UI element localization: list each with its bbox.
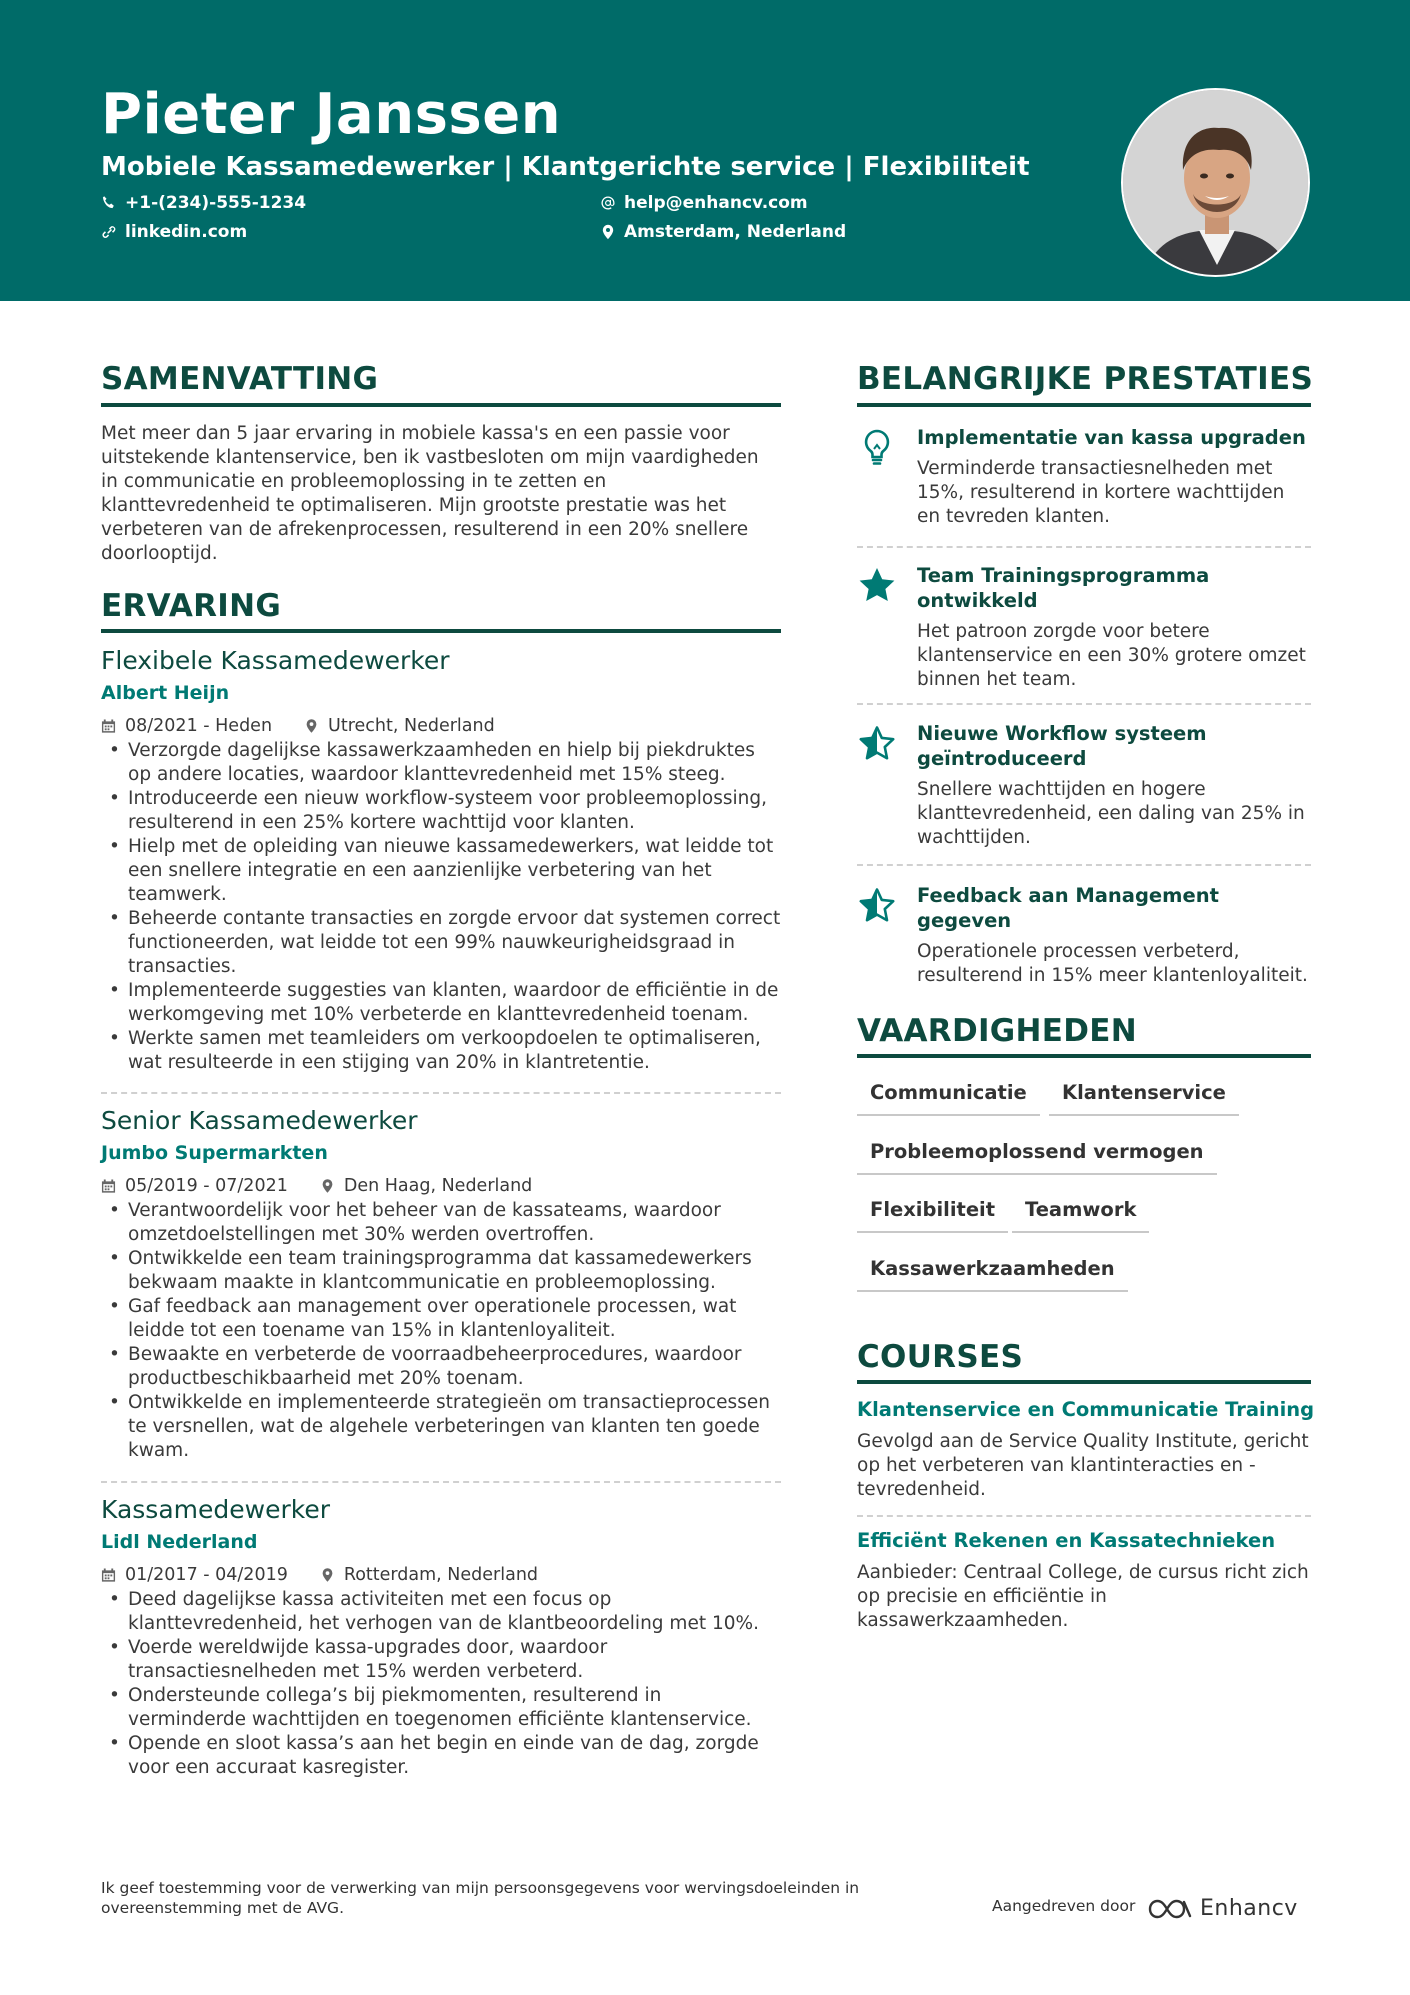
job-bullets <box>101 739 781 1075</box>
job-entry <box>101 646 781 1075</box>
job-divider <box>101 1092 781 1094</box>
calendar-icon <box>101 718 116 734</box>
achievement-divider <box>857 703 1311 705</box>
achievement-title: Team Trainingsprogramma ontwikkeld <box>917 564 1210 612</box>
job-company: Albert Heijn <box>101 682 230 704</box>
location-text: Amsterdam, Nederland <box>624 222 847 242</box>
experience-heading: ERVARING <box>101 588 282 624</box>
skill-tag: Flexibiliteit <box>857 1197 1008 1233</box>
job-title: Senior Kassamedewerker <box>101 1106 418 1135</box>
job-dates: 01/2017 - 04/2019 <box>101 1565 288 1585</box>
job-dates: 05/2019 - 07/2021 <box>101 1176 288 1196</box>
job-location: Rotterdam, Nederland <box>320 1565 538 1585</box>
achievements-rule <box>857 403 1311 407</box>
job-meta <box>101 712 781 739</box>
job-bullets <box>101 1199 781 1463</box>
achievement-desc: Verminderde transactiesnelheden met 15%, resulterend in kortere wachttijden en tevreden klanten. <box>917 458 1285 527</box>
skill-tag: Kassawerkzaamheden <box>857 1256 1128 1292</box>
contact-phone <box>101 193 306 213</box>
brand-logo[interactable] <box>1146 1896 1298 1921</box>
skill-tag: Klantenservice <box>1049 1080 1239 1116</box>
job-bullet: • Gaf feedback aan management over operationele processen, wat leidde tot een toename van 15% in klantenloyaliteit. <box>101 1295 781 1343</box>
skills-heading: VAARDIGHEDEN <box>857 1013 1138 1049</box>
course-title: Efficiënt Rekenen en Kassatechnieken <box>857 1529 1276 1552</box>
job-bullet: • Beheerde contante transacties en zorgde ervoor dat systemen correct functioneerden, wat leidde tot een 99% nauwkeurigheidsgraad in transacties. <box>101 907 781 979</box>
contact-email[interactable] <box>600 193 808 213</box>
job-meta <box>101 1172 781 1199</box>
achievements-heading: BELANGRIJKE PRESTATIES <box>857 361 1314 397</box>
achievement-item <box>857 563 1311 692</box>
profile-photo <box>1121 88 1310 277</box>
powered-by-label: Aangedreven door <box>992 1897 1136 1915</box>
star-outline-icon <box>857 885 897 925</box>
job-company: Lidl Nederland <box>101 1531 258 1553</box>
skill-tag: Probleemoplossend vermogen <box>857 1139 1217 1175</box>
job-bullets <box>101 1588 781 1780</box>
contact-linkedin[interactable] <box>101 222 247 242</box>
skills-rule <box>857 1054 1311 1058</box>
lightbulb-icon <box>857 427 897 467</box>
job-bullet: • Ontwikkelde en implementeerde strategieën om transactieprocessen te versnellen, wat de algehele verbeteringen van klanten ten goede kwam. <box>101 1391 781 1463</box>
brand-name: Enhancv <box>1200 1896 1298 1921</box>
map-pin-icon <box>320 1567 335 1583</box>
job-entry <box>101 1106 781 1463</box>
achievement-desc: Het patroon zorgde voor betere klantenservice en een 30% grotere omzet binnen het team. <box>917 621 1306 690</box>
job-bullet: • Opende en sloot kassa’s aan het begin en einde van de dag, zorgde voor een accuraat kasregister. <box>101 1732 781 1780</box>
enhancv-logo-icon <box>1146 1897 1194 1921</box>
course-desc: Gevolgd aan de Service Quality Institute, gericht op het verbeteren van klantinteracties en -tevredenheid. <box>857 1431 1309 1500</box>
at-icon <box>600 195 616 211</box>
contact-location <box>600 222 846 242</box>
job-location: Utrecht, Nederland <box>304 716 495 736</box>
job-bullet: • Bewaakte en verbeterde de voorraadbeheerprocedures, waardoor productbeschikbaarheid met 20% toenam. <box>101 1343 781 1391</box>
job-entry <box>101 1495 781 1780</box>
course-item <box>857 1529 1311 1633</box>
header-banner <box>0 0 1410 301</box>
job-location: Den Haag, Nederland <box>320 1176 532 1196</box>
star-icon <box>857 565 897 605</box>
summary-heading: SAMENVATTING <box>101 361 379 397</box>
consent-text: Ik geef toestemming voor de verwerking van mijn persoonsgegevens voor wervingsdoeleinden in overeenstemming met de AVG. <box>101 1879 860 1917</box>
summary-rule <box>101 403 781 407</box>
calendar-icon <box>101 1567 116 1583</box>
job-dates: 08/2021 - Heden <box>101 716 272 736</box>
calendar-icon <box>101 1178 116 1194</box>
achievement-desc: Snellere wachttijden en hogere klanttevredenheid, een daling van 25% in wachttijden. <box>917 779 1305 848</box>
map-pin-icon <box>320 1178 335 1194</box>
candidate-tagline: Mobiele Kassamedewerker | Klantgerichte service | Flexibiliteit <box>101 152 1030 182</box>
job-bullet: • Hielp met de opleiding van nieuwe kassamedewerkers, wat leidde tot een snellere integratie en een aanzienlijke verbetering van het teamwerk. <box>101 835 781 907</box>
job-bullet: • Voerde wereldwijde kassa-upgrades door, waardoor transactiesnelheden met 15% werden verbeterd. <box>101 1636 781 1684</box>
map-pin-icon <box>600 224 616 240</box>
achievement-item <box>857 425 1311 529</box>
linkedin-text: linkedin.com <box>125 222 248 242</box>
course-desc: Aanbieder: Centraal College, de cursus richt zich op precisie en efficiëntie in kassawerkzaamheden. <box>857 1562 1309 1631</box>
job-divider <box>101 1481 781 1483</box>
skill-tag: Communicatie <box>857 1080 1040 1116</box>
skill-tag: Teamwork <box>1012 1197 1149 1233</box>
summary-text: Met meer dan 5 jaar ervaring in mobiele kassa's en een passie voor uitstekende klantenservice, ben ik vastbesloten om mijn vaardigheden in communicatie en probleemoplossing in te zetten en klanttevredenheid te optimaliseren. Mijn grootste prestatie was het verbeteren van de afrekenprocessen, resulterend in een 20% snellere doorlooptijd. <box>101 423 759 564</box>
job-bullet: • Implementeerde suggesties van klanten, waardoor de efficiëntie in de werkomgeving met 10% verbeterde en klanttevredenheid toenam. <box>101 979 781 1027</box>
link-icon <box>101 224 117 240</box>
courses-rule <box>857 1380 1311 1384</box>
job-bullet: • Verzorgde dagelijkse kassawerkzaamheden en hielp bij piekdruktes op andere locaties, waardoor klanttevredenheid met 15% steeg. <box>101 739 781 787</box>
achievement-item <box>857 883 1311 988</box>
phone-icon <box>101 195 117 211</box>
job-bullet: • Introduceerde een nieuw workflow-systeem voor probleemoplossing, resulterend in een 25% kortere wachttijd voor klanten. <box>101 787 781 835</box>
experience-rule <box>101 629 781 633</box>
job-bullet: • Deed dagelijkse kassa activiteiten met een focus op klanttevredenheid, het verhogen van de klantbeoordeling met 10%. <box>101 1588 781 1636</box>
course-item <box>857 1398 1315 1502</box>
job-meta <box>101 1561 781 1588</box>
candidate-name: Pieter Janssen <box>101 82 562 147</box>
courses-heading: COURSES <box>857 1339 1024 1375</box>
achievement-title: Implementatie van kassa upgraden <box>917 426 1306 449</box>
job-bullet: • Verantwoordelijk voor het beheer van de kassateams, waardoor omzetdoelstellingen met 30% werden overtroffen. <box>101 1199 781 1247</box>
course-divider <box>857 1515 1311 1517</box>
job-title: Kassamedewerker <box>101 1495 330 1524</box>
job-company: Jumbo Supermarkten <box>101 1142 328 1164</box>
achievement-desc: Operationele processen verbeterd, resulterend in 15% meer klantenloyaliteit. <box>917 941 1308 986</box>
phone-text: +1-(234)-555-1234 <box>125 193 307 213</box>
email-text: help@enhancv.com <box>624 193 808 213</box>
job-bullet: • Ontwikkelde een team trainingsprogramma dat kassamedewerkers bekwaam maakte in klantcommunicatie en probleemoplossing. <box>101 1247 781 1295</box>
achievement-title: Feedback aan Management gegeven <box>917 884 1219 932</box>
achievement-title: Nieuwe Workflow systeem geïntroduceerd <box>917 722 1207 770</box>
job-bullet: • Ondersteunde collega’s bij piekmomenten, resulterend in verminderde wachttijden en toegenomen efficiënte klantenservice. <box>101 1684 781 1732</box>
achievement-divider <box>857 546 1311 548</box>
job-bullet: • Werkte samen met teamleiders om verkoopdoelen te optimaliseren, wat resulteerde in een stijging van 20% in klantretentie. <box>101 1027 781 1075</box>
star-outline-icon <box>857 723 897 763</box>
job-title: Flexibele Kassamedewerker <box>101 646 450 675</box>
achievement-item <box>857 721 1311 850</box>
map-pin-icon <box>304 718 319 734</box>
achievement-divider <box>857 864 1311 866</box>
course-title: Klantenservice en Communicatie Training <box>857 1398 1315 1421</box>
